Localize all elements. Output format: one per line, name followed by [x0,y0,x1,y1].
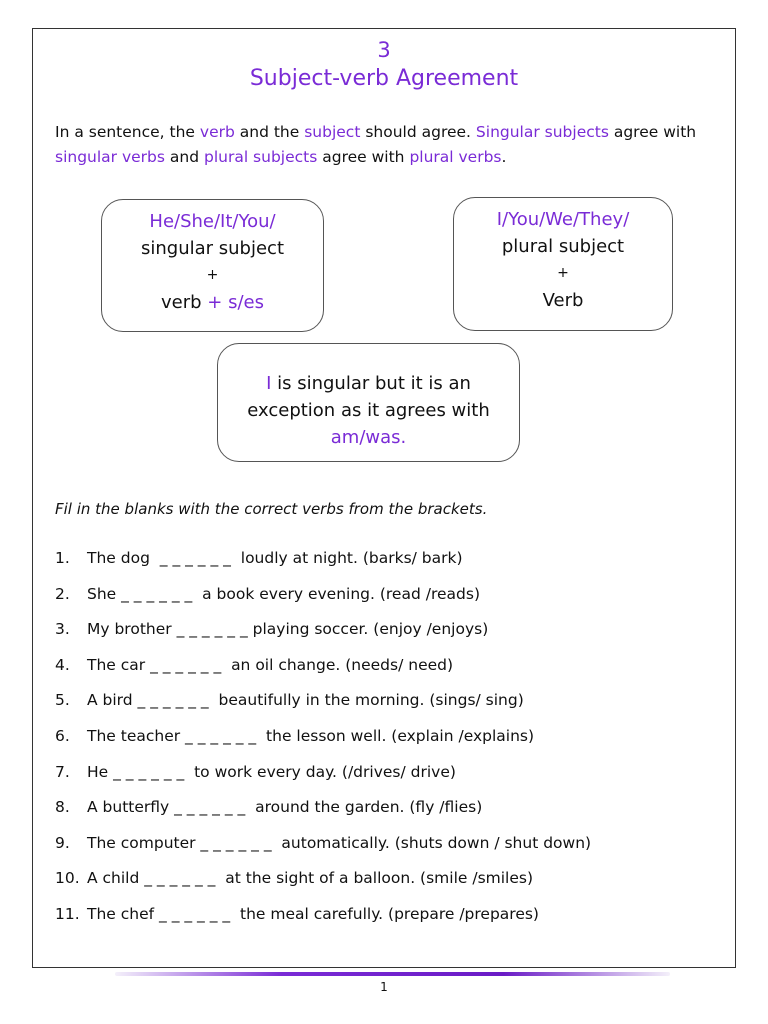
singular-pronouns: He/She/It/You/ [149,211,276,232]
verb-word: verb [161,292,202,313]
question-text: The dog _ _ _ _ _ _ loudly at night. (barks/ bark) [87,549,463,567]
singular-subject-box [101,199,324,332]
plural-subject-box [453,197,673,331]
question-text: My brother _ _ _ _ _ _ playing soccer. (enjoy /enjoys) [87,620,489,639]
question-text: The teacher _ _ _ _ _ _ the lesson well. (explain /explains) [87,726,535,745]
question-list [55,546,735,938]
exercise-instruction: Fil in the blanks with the correct verbs from the brackets. [55,500,488,518]
question-number: 7. [55,762,70,781]
exception-text-1: is singular but it is an [271,373,471,394]
plural-subject-label: plural subject [501,236,625,257]
question-number: 8. [55,798,70,817]
singular-subject-label: singular subject [140,238,284,259]
footer-divider [115,972,670,976]
intro-text: In a sentence, the [55,123,200,141]
question-item [55,795,735,831]
question-item [55,760,735,796]
intro-paragraph [55,120,735,170]
intro-text: agree with [608,123,697,141]
question-text: A child _ _ _ _ _ _ at the sight of a balloon. (smile /smiles) [87,869,534,888]
intro-text: agree with [317,148,410,166]
question-item [55,653,735,689]
question-number: 9. [55,833,70,852]
intro-text: and [164,148,204,166]
verb-suffix: + s/es [207,292,264,313]
question-item [55,617,735,653]
singular-verb-rule [102,289,323,316]
question-item [55,902,735,938]
question-number: 10. [55,869,80,888]
highlighted-term: plural verbs [409,148,502,166]
highlighted-term: plural subjects [203,148,318,166]
question-text: The chef _ _ _ _ _ _ the meal carefully. (prepare /prepares) [87,904,539,923]
exception-forms: am/was. [330,427,407,448]
highlighted-term: singular verbs [55,148,165,166]
question-item [55,582,735,618]
highlighted-term: subject [304,123,361,141]
question-text: She _ _ _ _ _ _ a book every evening. (read /reads) [87,584,480,603]
plus-sign: + [206,267,219,283]
question-text: The computer _ _ _ _ _ _ automatically. (shuts down / shut down) [87,833,592,852]
exception-box [217,343,520,462]
page-title: Subject-verb Agreement [249,66,519,91]
intro-text: and the [234,123,305,141]
intro-text: should agree. [360,123,476,141]
question-item [55,831,735,867]
plus-sign: + [557,265,569,281]
question-number: 6. [55,726,70,745]
plural-pronouns: I/You/We/They/ [496,209,630,230]
exception-line-1 [218,370,519,397]
intro-text: . [501,148,507,166]
question-number: 1. [55,549,70,567]
question-item [55,866,735,902]
lesson-number: 3 [377,38,391,62]
exception-pronoun: I [266,373,272,394]
highlighted-term: verb [199,123,235,141]
question-text: He _ _ _ _ _ _ to work every day. (/drives/ drive) [87,762,456,781]
highlighted-term: Singular subjects [475,123,609,141]
question-item [55,546,735,582]
question-text: The car _ _ _ _ _ _ an oil change. (needs/ need) [87,655,454,674]
question-item [55,688,735,724]
question-number: 4. [55,655,70,674]
question-text: A bird _ _ _ _ _ _ beautifully in the morning. (sings/ sing) [87,691,524,710]
question-text: A butterfly _ _ _ _ _ _ around the garden. (fly /flies) [87,798,483,817]
question-number: 2. [55,584,70,603]
question-number: 3. [55,620,70,639]
question-number: 11. [55,904,80,923]
exception-line-2: exception as it agrees with [247,400,490,421]
page-number: 1 [380,980,388,994]
plural-verb-word: Verb [542,290,584,311]
question-item [55,724,735,760]
question-number: 5. [55,691,70,710]
